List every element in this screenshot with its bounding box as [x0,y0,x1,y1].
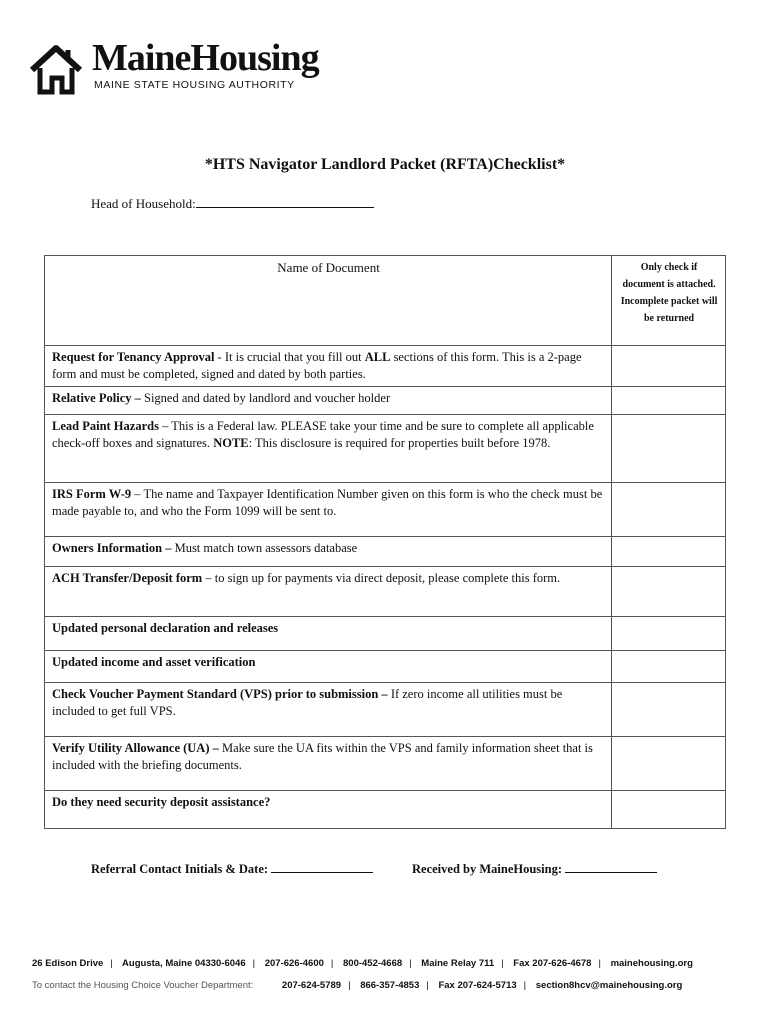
website-link[interactable]: mainehousing.org [610,958,693,969]
row-title: Request for Tenancy Approval [52,350,215,364]
row-title: Check Voucher Payment Standard (VPS) prior to submission – [52,687,388,701]
row-title: ACH Transfer/Deposit form [52,571,203,585]
check-cell[interactable] [612,346,726,387]
checklist-row: Verify Utility Allowance (UA) – Make sure the UA fits within the VPS and family information sheet that is included with the briefing documents. [45,737,612,791]
received-by-label: Received by MaineHousing: [412,862,562,876]
checklist-row: Request for Tenancy Approval - It is crucial that you fill out ALL sections of this form. This is a 2-page form and must be completed, signed and dated by both parties. [45,346,612,387]
mainehousing-logo [26,38,346,98]
row-title: Updated personal declaration and releases [52,621,279,635]
check-cell[interactable] [612,537,726,567]
column-header-document: Name of Document [45,256,612,346]
head-of-household-field [91,195,374,212]
referral-contact-field [91,862,373,877]
row-title: Lead Paint Hazards [52,419,159,433]
page-title: *HTS Navigator Landlord Packet (RFTA)Checklist* [204,156,566,173]
footer-address: 26 Edison Drive | Augusta, Maine 04330-6046 | 207-626-4600 | 800-452-4668 | Maine Relay 711 | Fax 207-626-4678 | mainehousing.org [32,958,693,969]
received-by-field [412,862,657,877]
referral-contact-blank[interactable] [271,862,373,873]
head-of-household-label: Head of Household: [91,196,196,211]
check-cell[interactable] [612,567,726,617]
logo-subtitle: MAINE STATE HOUSING AUTHORITY [94,79,295,91]
row-title: Relative Policy – [52,391,141,405]
row-title: Updated income and asset verification [52,655,256,669]
row-title: IRS Form W-9 [52,487,132,501]
checklist-row [45,617,612,651]
row-title: Owners Information – [52,541,172,555]
referral-contact-label: Referral Contact Initials & Date: [91,862,269,876]
check-cell[interactable] [612,387,726,415]
checklist-row: Owners Information – Must match town assessors database [45,537,612,567]
check-cell[interactable] [612,683,726,737]
check-cell[interactable] [612,737,726,791]
checklist-row: ACH Transfer/Deposit form – to sign up for payments via direct deposit, please complete this form. [45,567,612,617]
house-logo-icon [26,40,90,96]
checklist-row: Relative Policy – Signed and dated by landlord and voucher holder [45,387,612,415]
document-checklist-table [44,255,726,829]
checklist-row [45,651,612,683]
head-of-household-blank[interactable] [196,195,374,208]
checklist-row: Check Voucher Payment Standard (VPS) prior to submission – If zero income all utilities must be included to get full VPS. [45,683,612,737]
checklist-row: IRS Form W-9 – The name and Taxpayer Identification Number given on this form is who the check must be made payable to, and who the Form 1099 will be sent to. [45,483,612,537]
check-cell[interactable] [612,651,726,683]
contact-lead: To contact the Housing Choice Voucher Department: [32,980,254,991]
checklist-row: Lead Paint Hazards – This is a Federal law. PLEASE take your time and be sure to complete all applicable check-off boxes and signatures. NOTE: This disclosure is required for properties built before 1978. [45,415,612,483]
check-cell[interactable] [612,791,726,829]
row-title: Do they need security deposit assistance? [52,795,271,809]
footer-contact: To contact the Housing Choice Voucher Department: 207-624-5789 | 866-357-4853 | Fax 207-624-5713 | section8hcv@mainehousing.org [32,980,683,991]
checklist-row [45,791,612,829]
received-by-blank[interactable] [565,862,657,873]
logo-name: MaineHousing [92,37,319,79]
row-title: Verify Utility Allowance (UA) – [52,741,219,755]
email-link[interactable]: section8hcv@mainehousing.org [535,980,683,991]
column-header-check: Only check if document is attached. Incomplete packet will be returned [612,256,726,346]
check-cell[interactable] [612,617,726,651]
check-cell[interactable] [612,483,726,537]
check-cell[interactable] [612,415,726,483]
